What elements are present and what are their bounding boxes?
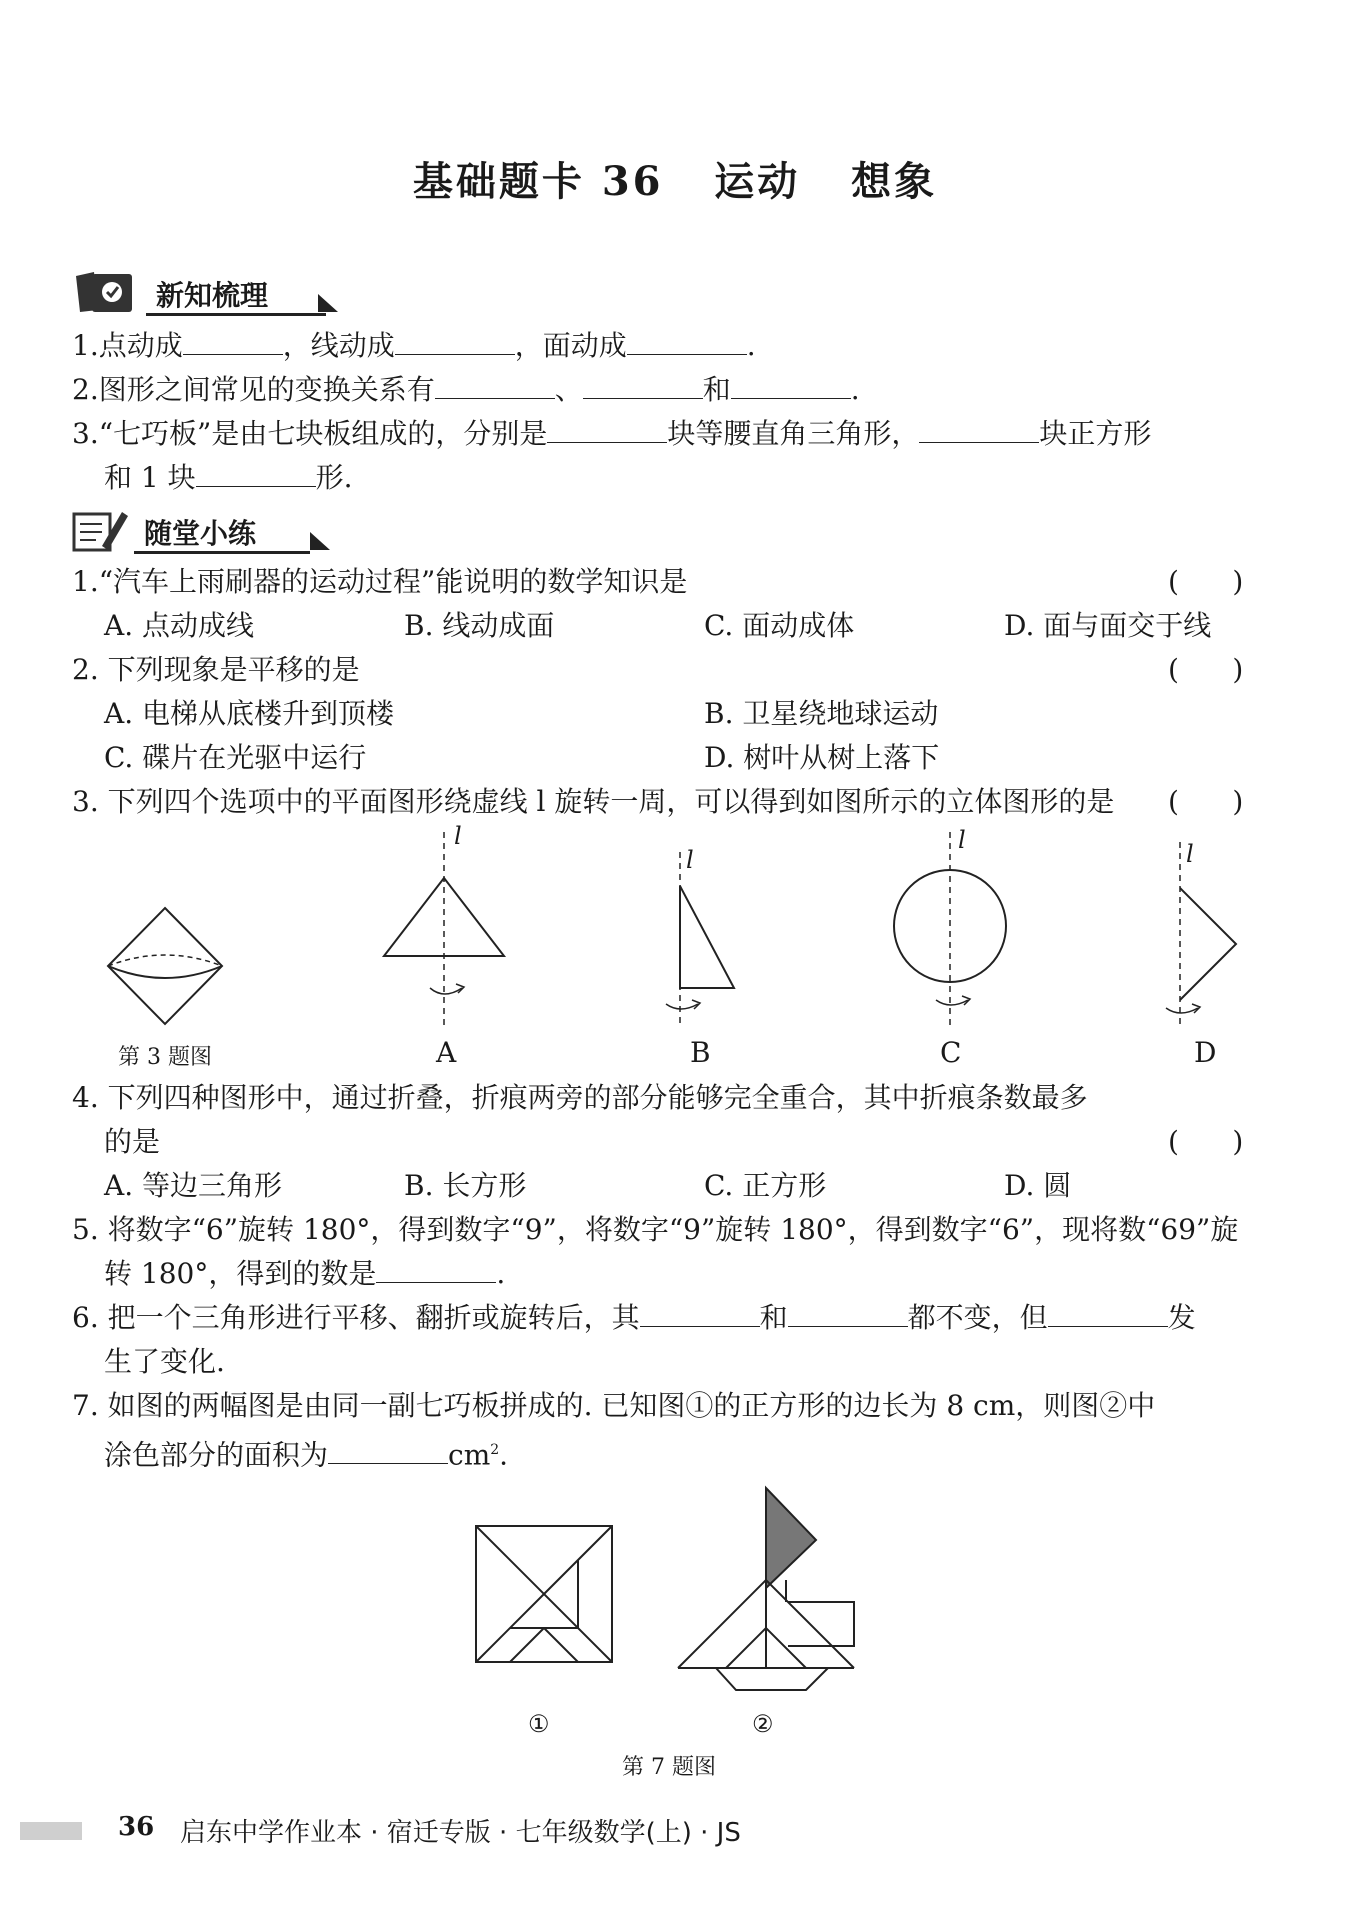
cards-icon: [72, 270, 136, 314]
option-c[interactable]: C. 面动成体: [704, 609, 855, 642]
s2-question-1-stem: 1.“汽车上雨刷器的运动过程”能说明的数学知识是: [72, 565, 688, 598]
answer-blank[interactable]: [547, 416, 667, 443]
option-d[interactable]: D. 树叶从树上落下: [704, 741, 940, 774]
axis-label-l: l: [958, 826, 966, 854]
section-heading-practice: [72, 508, 332, 556]
answer-blank[interactable]: [640, 1300, 760, 1327]
answer-blank[interactable]: [196, 460, 316, 487]
footer-bar: [20, 1822, 82, 1840]
s2-question-3-stem: 3. 下列四个选项中的平面图形绕虚线 l 旋转一周，可以得到如图所示的立体图形的是: [72, 785, 1115, 818]
answer-blank[interactable]: [1048, 1300, 1168, 1327]
answer-blank[interactable]: [376, 1256, 496, 1283]
s2-question-5-stem: 5. 将数字“6”旋转 180°，得到数字“9”，将数字“9”旋转 180°，得到数字“6”，现将数“69”旋: [72, 1213, 1239, 1246]
answer-blank[interactable]: [395, 328, 515, 355]
s2-question-5-cont: 转 180°，得到的数是 .: [104, 1257, 506, 1290]
tangram-square-figure: [474, 1524, 614, 1664]
option-c-figure[interactable]: [880, 830, 1020, 1030]
section-heading-label: 新知梳理: [156, 279, 269, 312]
page-title: 基础题卡 36 运动 想象: [412, 158, 938, 205]
answer-blank[interactable]: [435, 372, 555, 399]
s2-question-6-stem: 6. 把一个三角形进行平移、翻折或旋转后，其 和 都不变，但 发: [72, 1301, 1196, 1334]
notebook-pencil-icon: [72, 508, 132, 552]
answer-blank[interactable]: [583, 372, 703, 399]
answer-blank[interactable]: [788, 1300, 908, 1327]
answer-blank[interactable]: [183, 328, 283, 355]
answer-blank[interactable]: [731, 372, 851, 399]
option-c[interactable]: C. 碟片在光驱中运行: [104, 741, 367, 774]
heading-underline: [134, 551, 310, 554]
option-a[interactable]: A. 电梯从底楼升到顶楼: [104, 697, 395, 730]
option-b[interactable]: B. 长方形: [404, 1169, 527, 1202]
footer-text: 启东中学作业本 · 宿迁专版 · 七年级数学(上) · JS: [180, 1818, 741, 1848]
s2-question-7-stem: 7. 如图的两幅图是由同一副七巧板拼成的. 已知图①的正方形的边长为 8 cm，则图②中: [72, 1389, 1156, 1422]
axis-label-l: l: [686, 846, 694, 874]
figure-3-caption: 第 3 题图: [118, 1045, 212, 1070]
tangram-boat-figure: [676, 1486, 866, 1676]
s1-question-1: 1.点动成 ，线动成 ，面动成 .: [72, 329, 756, 362]
option-b[interactable]: B. 卫星绕地球运动: [704, 697, 939, 730]
s2-question-2-stem: 2. 下列现象是平移的是: [72, 653, 360, 686]
s2-question-4-stem: 4. 下列四种图形中，通过折叠，折痕两旁的部分能够完全重合，其中折痕条数最多: [72, 1081, 1088, 1114]
answer-parentheses[interactable]: ( ): [1168, 785, 1244, 818]
option-a[interactable]: A. 点动成线: [104, 609, 255, 642]
heading-underline: [146, 313, 326, 316]
s1-question-3-cont: 和 1 块 形.: [104, 461, 353, 494]
figure-2-label: ②: [752, 1710, 774, 1738]
option-d-label: D: [1194, 1036, 1217, 1069]
s2-question-7-cont: 涂色部分的面积为 $cm^2$.: [104, 1438, 509, 1472]
option-a-figure[interactable]: [380, 830, 510, 1030]
option-b-figure[interactable]: [660, 850, 760, 1030]
option-d-figure[interactable]: [1160, 840, 1260, 1030]
s1-question-3: 3.“七巧板”是由七块板组成的，分别是 块等腰直角三角形， 块正方形: [72, 417, 1152, 450]
option-c[interactable]: C. 正方形: [704, 1169, 827, 1202]
option-a-label: A: [436, 1036, 457, 1069]
answer-parentheses[interactable]: ( ): [1168, 565, 1244, 598]
double-cone-figure: [100, 904, 230, 1024]
option-d[interactable]: D. 圆: [1004, 1169, 1072, 1202]
option-d[interactable]: D. 面与面交于线: [1004, 609, 1212, 642]
axis-label-l: l: [454, 822, 462, 850]
option-b[interactable]: B. 线动成面: [404, 609, 555, 642]
answer-blank[interactable]: [919, 416, 1039, 443]
corner-triangle-icon: [318, 294, 338, 312]
figure-1-label: ①: [528, 1710, 550, 1738]
s2-question-6-cont: 生了变化.: [104, 1345, 225, 1378]
option-c-label: C: [940, 1036, 962, 1069]
axis-label-l: l: [1186, 840, 1194, 868]
section-heading-label: 随堂小练: [144, 517, 257, 550]
answer-parentheses[interactable]: ( ): [1168, 653, 1244, 686]
corner-triangle-icon: [310, 532, 330, 550]
s2-question-4-stem-cont: 的是: [104, 1125, 161, 1158]
answer-blank[interactable]: [627, 328, 747, 355]
option-b-label: B: [690, 1036, 711, 1069]
page-number: 36: [118, 1812, 155, 1842]
option-a[interactable]: A. 等边三角形: [104, 1169, 283, 1202]
answer-parentheses[interactable]: ( ): [1168, 1125, 1244, 1158]
s1-question-2: 2.图形之间常见的变换关系有 、 和 .: [72, 373, 860, 406]
answer-blank[interactable]: [328, 1437, 448, 1464]
figure-7-caption: 第 7 题图: [622, 1755, 716, 1780]
section-heading-new-knowledge: [72, 270, 342, 318]
